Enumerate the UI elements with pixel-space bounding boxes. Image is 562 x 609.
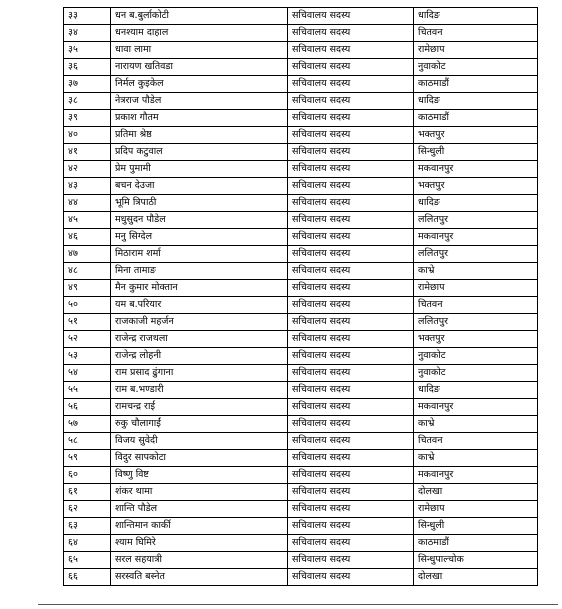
member-name-cell: भूमि त्रिपाठी xyxy=(111,195,288,212)
serial-number-cell: ४२ xyxy=(64,161,111,178)
member-name-cell: धावा लामा xyxy=(111,42,288,59)
table-row xyxy=(64,382,538,399)
table-row xyxy=(64,450,538,467)
serial-number-cell: ५१ xyxy=(64,314,111,331)
district-cell: धादिङ xyxy=(414,8,538,25)
post-cell: सचिवालय सदस्य xyxy=(288,450,414,467)
serial-number-cell: ४३ xyxy=(64,178,111,195)
member-name-cell: राजकाजी महर्जन xyxy=(111,314,288,331)
member-name-cell: सरस्वति बस्नेत xyxy=(111,569,288,586)
district-cell: काभ्रे xyxy=(414,263,538,280)
post-cell: सचिवालय सदस्य xyxy=(288,76,414,93)
serial-number-cell: ४८ xyxy=(64,263,111,280)
district-cell: नुवाकोट xyxy=(414,365,538,382)
post-cell: सचिवालय सदस्य xyxy=(288,331,414,348)
serial-number-cell: ३८ xyxy=(64,93,111,110)
member-name-cell: शंकर थामा xyxy=(111,484,288,501)
member-name-cell: धन ब.बुर्लाकोटी xyxy=(111,8,288,25)
table-row xyxy=(64,246,538,263)
serial-number-cell: ५२ xyxy=(64,331,111,348)
table-row xyxy=(64,144,538,161)
post-cell: सचिवालय सदस्य xyxy=(288,569,414,586)
post-cell: सचिवालय सदस्य xyxy=(288,42,414,59)
member-table xyxy=(63,7,538,586)
district-cell: धादिङ xyxy=(414,93,538,110)
district-cell: धादिङ xyxy=(414,382,538,399)
member-name-cell: बचन देउजा xyxy=(111,178,288,195)
serial-number-cell: ६१ xyxy=(64,484,111,501)
member-name-cell: विष्णु विष्ट xyxy=(111,467,288,484)
serial-number-cell: ४७ xyxy=(64,246,111,263)
post-cell: सचिवालय सदस्य xyxy=(288,93,414,110)
district-cell: रामेछाप xyxy=(414,280,538,297)
page-bottom-rule xyxy=(38,604,558,605)
table-row xyxy=(64,76,538,93)
district-cell: काभ्रे xyxy=(414,416,538,433)
serial-number-cell: ५० xyxy=(64,297,111,314)
serial-number-cell: ६६ xyxy=(64,569,111,586)
serial-number-cell: ४६ xyxy=(64,229,111,246)
serial-number-cell: ३३ xyxy=(64,8,111,25)
member-name-cell: शान्तिमान कार्की xyxy=(111,518,288,535)
table-row xyxy=(64,25,538,42)
table-row xyxy=(64,331,538,348)
member-name-cell: यम ब.परियार xyxy=(111,297,288,314)
post-cell: सचिवालय सदस्य xyxy=(288,8,414,25)
post-cell: सचिवालय सदस्य xyxy=(288,382,414,399)
table-row xyxy=(64,484,538,501)
member-name-cell: मिना तामाङ xyxy=(111,263,288,280)
post-cell: सचिवालय सदस्य xyxy=(288,110,414,127)
serial-number-cell: ५७ xyxy=(64,416,111,433)
district-cell: सिन्धुली xyxy=(414,518,538,535)
table-row xyxy=(64,59,538,76)
table-row xyxy=(64,8,538,25)
table-row xyxy=(64,161,538,178)
post-cell: सचिवालय सदस्य xyxy=(288,518,414,535)
serial-number-cell: ५८ xyxy=(64,433,111,450)
table-row xyxy=(64,314,538,331)
serial-number-cell: ४१ xyxy=(64,144,111,161)
serial-number-cell: ६० xyxy=(64,467,111,484)
table-row xyxy=(64,365,538,382)
post-cell: सचिवालय सदस्य xyxy=(288,195,414,212)
district-cell: ललितपुर xyxy=(414,314,538,331)
serial-number-cell: ३४ xyxy=(64,25,111,42)
member-name-cell: शान्ति पौडेल xyxy=(111,501,288,518)
post-cell: सचिवालय सदस्य xyxy=(288,25,414,42)
post-cell: सचिवालय सदस्य xyxy=(288,144,414,161)
post-cell: सचिवालय सदस्य xyxy=(288,212,414,229)
member-name-cell: सरल सहयात्री xyxy=(111,552,288,569)
table-row xyxy=(64,93,538,110)
serial-number-cell: ६३ xyxy=(64,518,111,535)
member-name-cell: प्रतिमा श्रेष्ठ xyxy=(111,127,288,144)
district-cell: मकवानपुर xyxy=(414,399,538,416)
serial-number-cell: ५६ xyxy=(64,399,111,416)
district-cell: दोलखा xyxy=(414,484,538,501)
table-row xyxy=(64,518,538,535)
table-row xyxy=(64,416,538,433)
district-cell: सिन्धुली xyxy=(414,144,538,161)
table-row xyxy=(64,535,538,552)
table-row xyxy=(64,229,538,246)
table-row xyxy=(64,552,538,569)
district-cell: मकवानपुर xyxy=(414,467,538,484)
table-row xyxy=(64,127,538,144)
post-cell: सचिवालय सदस्य xyxy=(288,178,414,195)
district-cell: काठमाडौं xyxy=(414,535,538,552)
member-name-cell: मधुसुदन पौडेल xyxy=(111,212,288,229)
table-row xyxy=(64,212,538,229)
district-cell: नुवाकोट xyxy=(414,348,538,365)
member-name-cell: प्रकाश गौतम xyxy=(111,110,288,127)
district-cell: चितवन xyxy=(414,297,538,314)
post-cell: सचिवालय सदस्य xyxy=(288,263,414,280)
post-cell: सचिवालय सदस्य xyxy=(288,484,414,501)
post-cell: सचिवालय सदस्य xyxy=(288,280,414,297)
district-cell: रामेछाप xyxy=(414,501,538,518)
serial-number-cell: ४० xyxy=(64,127,111,144)
serial-number-cell: ५३ xyxy=(64,348,111,365)
serial-number-cell: ६४ xyxy=(64,535,111,552)
post-cell: सचिवालय सदस्य xyxy=(288,229,414,246)
member-name-cell: विजय सुवेदी xyxy=(111,433,288,450)
serial-number-cell: ५४ xyxy=(64,365,111,382)
post-cell: सचिवालय सदस्य xyxy=(288,552,414,569)
post-cell: सचिवालय सदस्य xyxy=(288,433,414,450)
post-cell: सचिवालय सदस्य xyxy=(288,314,414,331)
member-table-body xyxy=(64,8,538,586)
member-name-cell: राम प्रसाद ढुंगाना xyxy=(111,365,288,382)
serial-number-cell: ४५ xyxy=(64,212,111,229)
post-cell: सचिवालय सदस्य xyxy=(288,399,414,416)
district-cell: काठमाडौं xyxy=(414,110,538,127)
serial-number-cell: ३९ xyxy=(64,110,111,127)
table-row xyxy=(64,195,538,212)
district-cell: ललितपुर xyxy=(414,212,538,229)
district-cell: नुवाकोट xyxy=(414,59,538,76)
serial-number-cell: ६५ xyxy=(64,552,111,569)
member-name-cell: राम ब.भण्डारी xyxy=(111,382,288,399)
district-cell: भक्तपुर xyxy=(414,178,538,195)
district-cell: भक्तपुर xyxy=(414,127,538,144)
serial-number-cell: ३७ xyxy=(64,76,111,93)
post-cell: सचिवालय सदस्य xyxy=(288,297,414,314)
serial-number-cell: ६२ xyxy=(64,501,111,518)
district-cell: काभ्रे xyxy=(414,450,538,467)
post-cell: सचिवालय सदस्य xyxy=(288,246,414,263)
district-cell: दोलखा xyxy=(414,569,538,586)
member-name-cell: निर्मल कुइकेल xyxy=(111,76,288,93)
member-name-cell: मनु सिग्देल xyxy=(111,229,288,246)
member-name-cell: श्याम घिमिरे xyxy=(111,535,288,552)
district-cell: काठमाडौं xyxy=(414,76,538,93)
member-name-cell: रामचन्द्र राई xyxy=(111,399,288,416)
post-cell: सचिवालय सदस्य xyxy=(288,127,414,144)
table-row xyxy=(64,280,538,297)
member-name-cell: प्रेम पुमामी xyxy=(111,161,288,178)
district-cell: मकवानपुर xyxy=(414,161,538,178)
district-cell: धादिङ xyxy=(414,195,538,212)
member-name-cell: मिठाराम शर्मा xyxy=(111,246,288,263)
serial-number-cell: ५९ xyxy=(64,450,111,467)
district-cell: चितवन xyxy=(414,433,538,450)
post-cell: सचिवालय सदस्य xyxy=(288,535,414,552)
member-name-cell: नारायण खतिवडा xyxy=(111,59,288,76)
district-cell: रामेछाप xyxy=(414,42,538,59)
member-name-cell: मैन कुमार मोक्तान xyxy=(111,280,288,297)
table-row xyxy=(64,178,538,195)
post-cell: सचिवालय सदस्य xyxy=(288,365,414,382)
table-row xyxy=(64,263,538,280)
district-cell: ललितपुर xyxy=(414,246,538,263)
district-cell: सिन्धुपाल्चोक xyxy=(414,552,538,569)
post-cell: सचिवालय सदस्य xyxy=(288,348,414,365)
table-row xyxy=(64,110,538,127)
table-row xyxy=(64,297,538,314)
member-name-cell: नेत्रराज पौडेल xyxy=(111,93,288,110)
member-name-cell: रुकु चौलागाईं xyxy=(111,416,288,433)
member-name-cell: प्रदिप कटुवाल xyxy=(111,144,288,161)
table-row xyxy=(64,467,538,484)
member-name-cell: विदुर सापकोटा xyxy=(111,450,288,467)
post-cell: सचिवालय सदस्य xyxy=(288,416,414,433)
member-name-cell: राजेन्द्र राजथला xyxy=(111,331,288,348)
district-cell: चितवन xyxy=(414,25,538,42)
post-cell: सचिवालय सदस्य xyxy=(288,501,414,518)
table-row xyxy=(64,433,538,450)
member-name-cell: धनश्याम दाहाल xyxy=(111,25,288,42)
serial-number-cell: ३६ xyxy=(64,59,111,76)
serial-number-cell: ४९ xyxy=(64,280,111,297)
table-row xyxy=(64,42,538,59)
serial-number-cell: ३५ xyxy=(64,42,111,59)
table-row xyxy=(64,348,538,365)
table-row xyxy=(64,399,538,416)
post-cell: सचिवालय सदस्य xyxy=(288,467,414,484)
post-cell: सचिवालय सदस्य xyxy=(288,161,414,178)
member-name-cell: राजेन्द्र लोहनी xyxy=(111,348,288,365)
district-cell: भक्तपुर xyxy=(414,331,538,348)
district-cell: मकवानपुर xyxy=(414,229,538,246)
serial-number-cell: ४४ xyxy=(64,195,111,212)
post-cell: सचिवालय सदस्य xyxy=(288,59,414,76)
table-row xyxy=(64,569,538,586)
table-row xyxy=(64,501,538,518)
serial-number-cell: ५५ xyxy=(64,382,111,399)
